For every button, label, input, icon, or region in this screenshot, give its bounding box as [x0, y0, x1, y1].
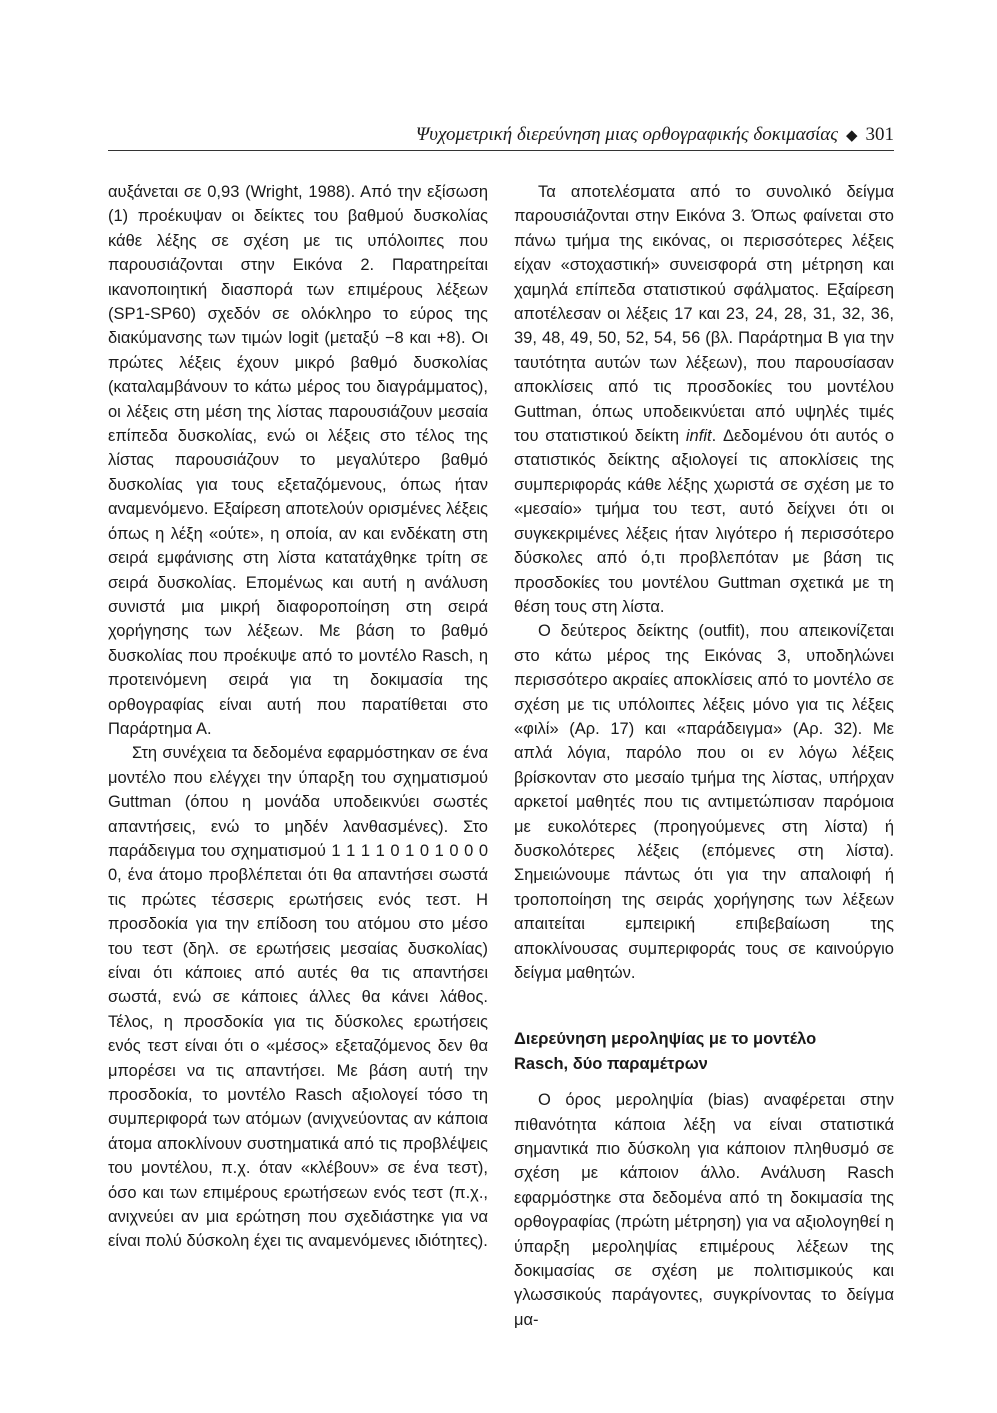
page-number: 301: [865, 124, 894, 145]
paragraph: [514, 180, 894, 619]
right-column: [514, 180, 894, 1332]
paragraph: Ο όρος μεροληψία (bias) αναφέρεται στην πιθανότητα κάποια λέξη να είναι στατιστικά σημαντικά πιο δύσκολη για κάποιον πληθυσμό σε σχέση με κάποιον άλλο. Ανάλυση Rasch εφαρμόστηκε στα δεδομένα από τη δοκιμασία της ορθογραφίας (πρώτη μέτρηση) για να αξιολογηθεί η ύπαρξη μεροληψίας επιμέρους λέξεων της δοκιμασίας σε σχέση με πολιτισμικούς και γλωσσικούς παράγοντες, συγκρίνοντας το δείγμα μα-: [514, 1091, 894, 1329]
paragraph-text: Τα αποτελέσματα από το συνολικό δείγμα παρουσιάζονται στην Εικόνα 3. Όπως φαίνεται στο πάνω τμήμα της εικόνας, οι περισσότερες λέξεις είχαν «στοχαστική» συνεισφορά στη μέτρηση και χαμηλά επίπεδα στατιστικού σφάλματος. Εξαίρεση αποτέλεσαν οι λέξεις 17 και 23, 24, 28, 31, 32, 36, 39, 48, 49, 50, 52, 54, 56 (βλ. Παράρτημα Β για την ταυτότητα αυτών των λέξεων), που παρουσίασαν αποκλίσεις από τις προσδοκίες του μοντέλου Guttman, όπως υποδεικνύεται από υψηλές τιμές του στατιστικού δείκτη: [514, 183, 894, 446]
running-header: [108, 120, 894, 151]
heading-line: Διερεύνηση μεροληψίας με το μοντέλο: [514, 1030, 817, 1049]
running-title: Ψυχομετρική διερεύνηση μιας ορθογραφικής δοκιμασίας: [415, 124, 838, 145]
paragraph: Ο δεύτερος δείκτης (outfit), που απεικονίζεται στο κάτω μέρος της Εικόνας 3, υποδηλώνει περισσότερο ακραίες αποκλίσεις από το μοντέλο σε σχέση με τις υπόλοιπες λέξεις μόνο για τις λέξεις «φιλί» (Αρ. 17) και «παράδειγμα» (Αρ. 32). Με απλά λόγια, παρόλο που οι εν λόγω λέξεις βρίσκονταν στο μεσαίο τμήμα της λίστας, υπήρχαν αρκετοί μαθητές που τις αντιμετώπισαν παρόμοια με ευκολότερες (προηγούμενες στη λίστα) ή δυσκολότερες λέξεις (επόμενες στη λίστα). Σημειώνουμε πάντως ότι για την απαλοιφή ή τροποποίηση της σειράς χορήγησης των λέξεων απαιτείται εμπειρική επιβεβαίωση της αποκλίνουσας συμπεριφοράς τους σε καινούργιο δείγμα μαθητών.: [514, 622, 894, 982]
section-heading: [514, 1027, 894, 1076]
paragraph: αυξάνεται σε 0,93 (Wright, 1988). Από την εξίσωση (1) προέκυψαν οι δείκτες του βαθμού δυσκολίας κάθε λέξης σε σχέση με τις υπόλοιπες που παρουσιάζονται στην Εικόνα 2. Παρατηρείται ικανοποιητική διασπορά των επιμέρους λέξεων (SP1-SP60) σχεδόν σε ολόκληρο το εύρος της διακύμανσης των τιμών logit (μεταξύ −8 και +8). Οι πρώτες λέξεις έχουν μικρό βαθμό δυσκολίας (καταλαμβάνουν το κάτω μέρος του διαγράμματος), οι λέξεις στη μέση της λίστας παρουσιάζουν μεσαία επίπεδα δυσκολίας, ενώ οι λέξεις στο τέλος της λίστας παρουσιάζουν το μεγαλύτερο βαθμό δυσκολίας για τους εξεταζόμενους, όπως ήταν αναμενόμενο. Εξαίρεση αποτελούν ορισμένες λέξεις όπως η λέξη «ούτε», η οποία, αν και ενδέκατη στη σειρά εμφάνισης στη λίστα κατατάχθηκε τρίτη σε σειρά δυσκολίας. Επομένως και αυτή η ανάλυση συνιστά μια μικρή διαφοροποίηση στη σειρά χορήγησης των λέξεων. Με βάση το βαθμό δυσκολίας που προέκυψε από το μοντέλο Rasch, η προτεινόμενη σειρά για τη δοκιμασία της ορθογραφίας είναι αυτή που παρατίθεται στο Παράρτημα Α.: [108, 183, 488, 738]
diamond-icon: ◆: [845, 127, 858, 144]
paragraph-text: . Δεδομένου ότι αυτός ο στατιστικός δείκτης αξιολογεί τις αποκλίσεις της συμπεριφοράς κάθε λέξης χωριστά σε σχέση με το «μεσαίο» τμήμα του τεστ, αυτό δείχνει ότι οι συγκεκριμένες λέξεις ήταν λιγότερο ή περισσότερο δύσκολες από ό,τι προβλεπόταν με βάση τις προσδοκίες του μοντέλου Guttman σχετικά με τη θέση τους στη λίστα.: [514, 427, 894, 616]
left-column: [108, 180, 488, 1254]
italic-term: infit: [685, 427, 712, 446]
heading-line: Rasch, δύο παραμέτρων: [514, 1054, 708, 1073]
paragraph: Στη συνέχεια τα δεδομένα εφαρμόστηκαν σε ένα μοντέλο που ελέγχει την ύπαρξη του σχηματισμού Guttman (όπου η μονάδα υποδεικνύει σωστές απαντήσεις, ενώ το μηδέν λανθασμένες). Στο παράδειγμα του σχηματισμού 1 1 1 1 0 1 0 1 0 0 0 0, ένα άτομο προβλέπεται ότι θα απαντήσει σωστά τις πρώτες τέσσερις ερωτήσεις ενός τεστ. Η προσδοκία για την επίδοση του ατόμου στο μέσο του τεστ (δηλ. σε ερωτήσεις μεσαίας δυσκολίας) είναι ότι κάποιες από αυτές θα τις απαντήσει σωστά, ενώ σε κάποιες άλλες θα κάνει λάθος. Τέλος, η προσδοκία για τις δύσκολες ερωτήσεις ενός τεστ είναι ότι ο «μέσος» εξεταζόμενος δεν θα μπορέσει να τις απαντήσει. Με βάση αυτή την προσδοκία, το μοντέλο Rasch αξιολογεί τόσο τη συμπεριφορά των ατόμων (ανιχνεύοντας αν κάποια άτομα αποκλίνουν συστηματικά από τις προβλέψεις του μοντέλου, π.χ. όταν «κλέβουν» σε ένα τεστ), όσο και των επιμέρους ερωτήσεων ενός τεστ (π.χ., ανιχνεύει αν μια ερώτηση που σχεδιάστηκε για να είναι πολύ δύσκολη έχει τις αναμενόμενες ιδιότητες).: [108, 744, 488, 1251]
